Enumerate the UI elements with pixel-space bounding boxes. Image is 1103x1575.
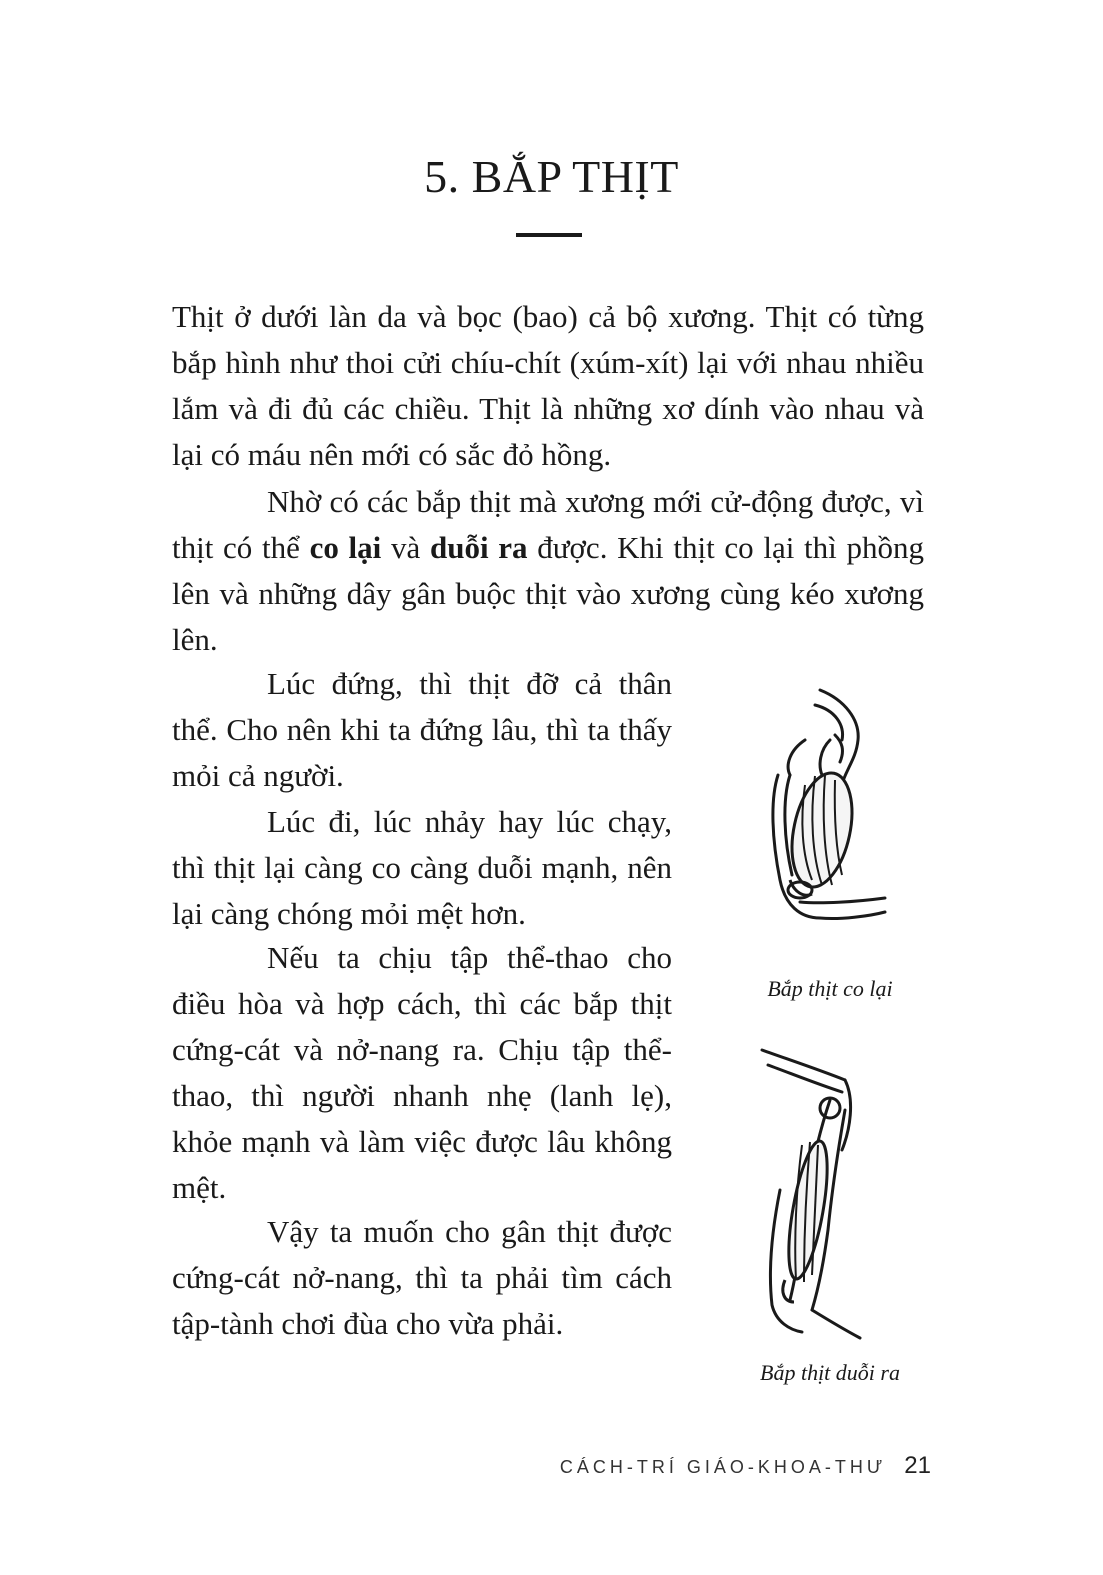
paragraph-4: Lúc đi, lúc nhảy hay lúc chạy, thì thịt lại càng co càng duỗi mạnh, nên lại càng chóng mỏi mệt hơn. [172,804,672,931]
running-title: CÁCH-TRÍ GIÁO-KHOA-THƯ [559,1457,887,1477]
paragraph-1: Thịt ở dưới làn da và bọc (bao) cả bộ xương. Thịt có từng bắp hình như thoi cửi chíu-chít (xúm-xít) lại với nhau nhiều lắm và đi đủ các chiều. Thịt là những xơ dính vào nhau và lại có máu nên mới có sắc đỏ hồng. [172,299,924,472]
paragraph-2 [172,479,924,663]
page-footer [560,1452,931,1480]
term-contract: co lại [309,530,382,565]
title-divider [516,233,582,237]
page-number: 21 [904,1452,931,1479]
paragraph-2-text-b: và [381,530,430,565]
muscle-belly-contracted [783,767,862,892]
term-extend: duỗi ra [429,530,528,565]
caption-extended: Bắp thịt duỗi ra [760,1360,900,1385]
paragraph-2-text-c: được. Khi thịt co lại thì phồng lên và những dây gân buộc thịt vào xương cùng kéo xương lên. [172,530,924,657]
chapter-title: 5. BẮP THỊT [424,151,679,202]
caption-contracted: Bắp thịt co lại [767,976,893,1001]
paragraph-5: Nếu ta chịu tập thể-thao cho điều hòa và hợp cách, thì các bắp thịt cứng-cát và nở-nang ra. Chịu tập thể-thao, thì người nhanh nhẹ (lanh lẹ), khỏe mạnh và làm việc được lâu không mệt. [172,940,672,1205]
paragraph-6: Vậy ta muốn cho gân thịt được cứng-cát nở-nang, thì ta phải tìm cách tập-tành chơi đùa cho vừa phải. [172,1214,672,1341]
contracted-muscle-illustration [760,680,890,930]
paragraph-2-text-a: Nhờ có các bắp thịt mà xương mới cử-động được, vì thịt có thể [172,484,924,565]
paragraph-3: Lúc đứng, thì thịt đỡ cả thân thể. Cho nên khi ta đứng lâu, thì ta thấy mỏi cả người. [172,666,672,793]
extended-muscle-illustration [750,1040,870,1340]
